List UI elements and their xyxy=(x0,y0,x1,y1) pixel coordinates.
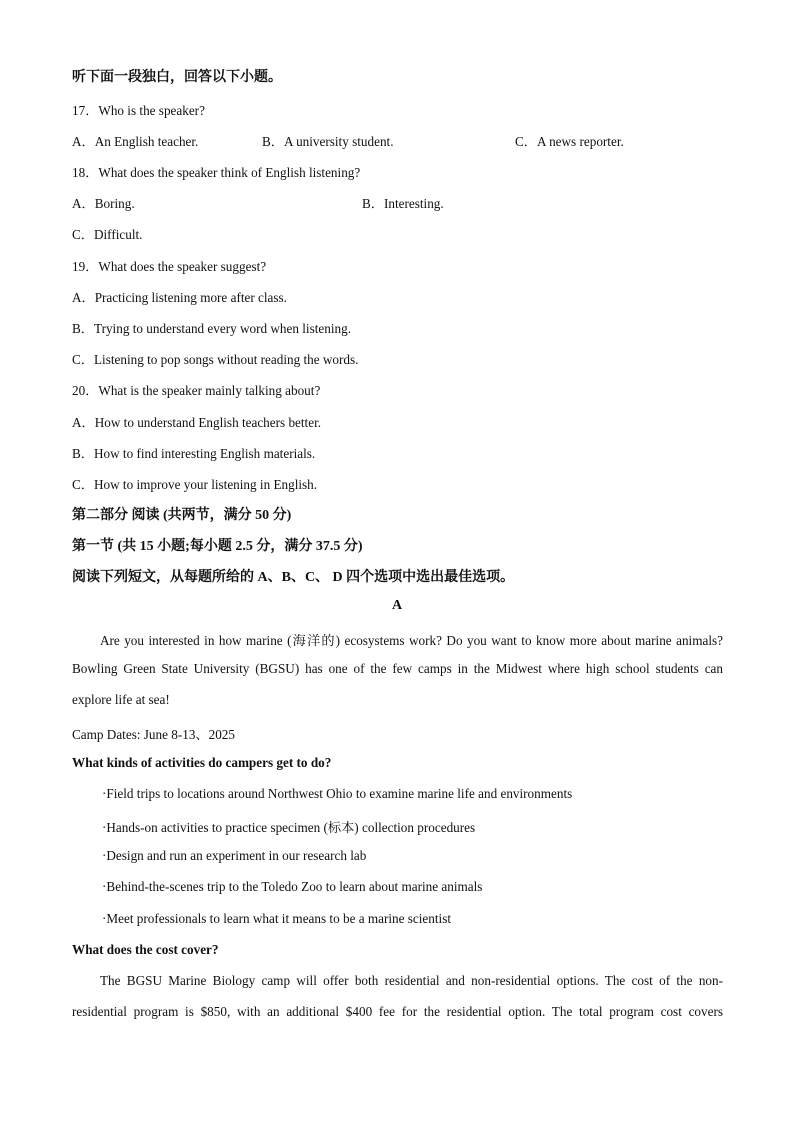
passage-label: A xyxy=(391,598,403,613)
camp-dates: Camp Dates: June 8-13、2025 xyxy=(72,727,235,742)
activity-item: ·Field trips to locations around Northwest Ohio to examine marine life and environments xyxy=(102,786,573,801)
question-20-option-b: B．How to find interesting English materials. xyxy=(72,446,316,461)
question-19-stem: 19．What does the speaker suggest? xyxy=(72,259,267,274)
intro-line-1: Are you interested in how marine (海洋的) ecosystems work? Do you want to know more about marine animals? xyxy=(100,633,723,648)
question-17-option-a: A．An English teacher. xyxy=(72,134,199,149)
intro-line-3: explore life at sea! xyxy=(72,692,170,707)
cost-heading: What does the cost cover? xyxy=(72,942,219,957)
intro-line-2: Bowling Green State University (BGSU) has one of the few camps in the Midwest where high school students can xyxy=(72,661,723,676)
activity-item: ·Behind-the-scenes trip to the Toledo Zoo to learn about marine animals xyxy=(102,879,483,894)
reading-instruction: 阅读下列短文，从每题所给的 A、B、C、 D 四个选项中选出最佳选项。 xyxy=(72,570,515,585)
question-18-option-b: B．Interesting. xyxy=(362,196,444,211)
question-18-option-c: C．Difficult. xyxy=(72,227,143,242)
question-19-option-a: A．Practicing listening more after class. xyxy=(72,290,287,305)
cost-line-2: residential program is $850, with an additional $400 fee for the residential option. The total program cost covers xyxy=(72,1004,723,1019)
question-19-option-b: B．Trying to understand every word when listening. xyxy=(72,321,351,336)
question-20-stem: 20．What is the speaker mainly talking about? xyxy=(72,383,321,398)
question-18-stem: 18．What does the speaker think of English listening? xyxy=(72,165,361,180)
activity-item: ·Meet professionals to learn what it means to be a marine scientist xyxy=(102,911,451,926)
question-20-option-a: A．How to understand English teachers better. xyxy=(72,415,322,430)
question-18-option-a: A．Boring. xyxy=(72,196,135,211)
question-17-option-b: B．A university student. xyxy=(262,134,394,149)
listening-instruction: 听下面一段独白，回答以下小题。 xyxy=(72,70,282,85)
reading-part-heading: 第二部分 阅读 (共两节，满分 50 分) xyxy=(72,508,292,523)
question-17-option-c: C．A news reporter. xyxy=(515,134,624,149)
reading-section-heading: 第一节 (共 15 小题;每小题 2.5 分，满分 37.5 分) xyxy=(72,539,363,554)
question-19-option-c: C．Listening to pop songs without reading the words. xyxy=(72,352,359,367)
activity-item: ·Hands-on activities to practice specimen (标本) collection procedures xyxy=(102,820,476,835)
cost-line-1: The BGSU Marine Biology camp will offer both residential and non-residential options. The cost of the non- xyxy=(100,973,723,988)
activities-heading: What kinds of activities do campers get to do? xyxy=(72,755,332,770)
question-20-option-c: C．How to improve your listening in English. xyxy=(72,477,318,492)
question-17-stem: 17．Who is the speaker? xyxy=(72,103,205,118)
activity-item: ·Design and run an experiment in our research lab xyxy=(102,848,367,863)
